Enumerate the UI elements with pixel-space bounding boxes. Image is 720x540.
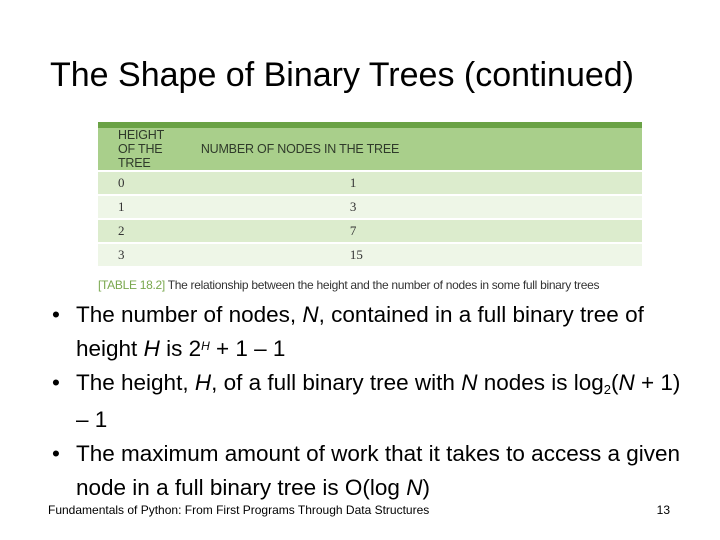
table-row — [98, 219, 642, 243]
footer-book-title: Fundamentals of Python: From First Programs Through Data Structures — [48, 503, 430, 517]
table-row — [98, 243, 642, 266]
bullet-text: + 1 – 1 — [209, 336, 286, 361]
bullet-item-work-bound — [50, 437, 690, 505]
table-caption-label: [TABLE 18.2] — [98, 278, 165, 292]
height-nodes-table — [98, 128, 642, 266]
nodes-table-figure — [98, 122, 642, 292]
cell-nodes: 15 — [164, 243, 642, 266]
bullet-text: , contained in a full binary tree of height — [76, 302, 644, 361]
var-n: N — [406, 475, 423, 500]
slide-title: The Shape of Binary Trees (continued) — [50, 56, 634, 94]
bullet-text: + 1) – 1 — [76, 370, 681, 432]
page-number: 13 — [656, 503, 670, 517]
var-h: H — [194, 370, 212, 395]
cell-height: 0 — [98, 171, 164, 195]
bullet-text: The number of nodes, — [76, 302, 303, 327]
cell-height: 3 — [98, 243, 164, 266]
var-n: N — [618, 370, 635, 395]
bullet-list — [50, 298, 690, 505]
table-row — [98, 171, 642, 195]
exponent-h: H — [201, 339, 210, 353]
bullet-text: is 2 — [159, 336, 202, 361]
bullet-text: nodes is log — [477, 370, 604, 395]
table-caption — [98, 278, 642, 292]
cell-height: 2 — [98, 219, 164, 243]
log-base: 2 — [603, 382, 612, 397]
bullet-item-height-formula — [50, 366, 690, 437]
bullet-item-nodes-formula — [50, 298, 690, 366]
cell-nodes: 3 — [164, 195, 642, 219]
cell-nodes: 1 — [164, 171, 642, 195]
bullet-icon: • — [52, 441, 60, 466]
bullet-icon: • — [52, 370, 60, 395]
bullet-text: , of a full binary tree with — [211, 370, 462, 395]
var-n: N — [461, 370, 478, 395]
table-row — [98, 195, 642, 219]
bullet-text: The maximum amount of work that it takes to access a given node in a full binary tree is O(log — [76, 441, 681, 500]
cell-height: 1 — [98, 195, 164, 219]
table-header-row — [98, 128, 642, 171]
var-n: N — [302, 302, 319, 327]
header-nodes: NUMBER OF NODES IN THE TREE — [164, 128, 642, 171]
bullet-text: The height, — [76, 370, 195, 395]
bullet-text: ( — [611, 370, 619, 395]
cell-nodes: 7 — [164, 219, 642, 243]
table-caption-text: The relationship between the height and the number of nodes in some full binary trees — [167, 278, 600, 292]
header-height: HEIGHT OF THE TREE — [98, 128, 164, 171]
var-h: H — [143, 336, 160, 361]
bullet-icon: • — [52, 302, 60, 327]
bullet-text: ) — [422, 475, 430, 500]
